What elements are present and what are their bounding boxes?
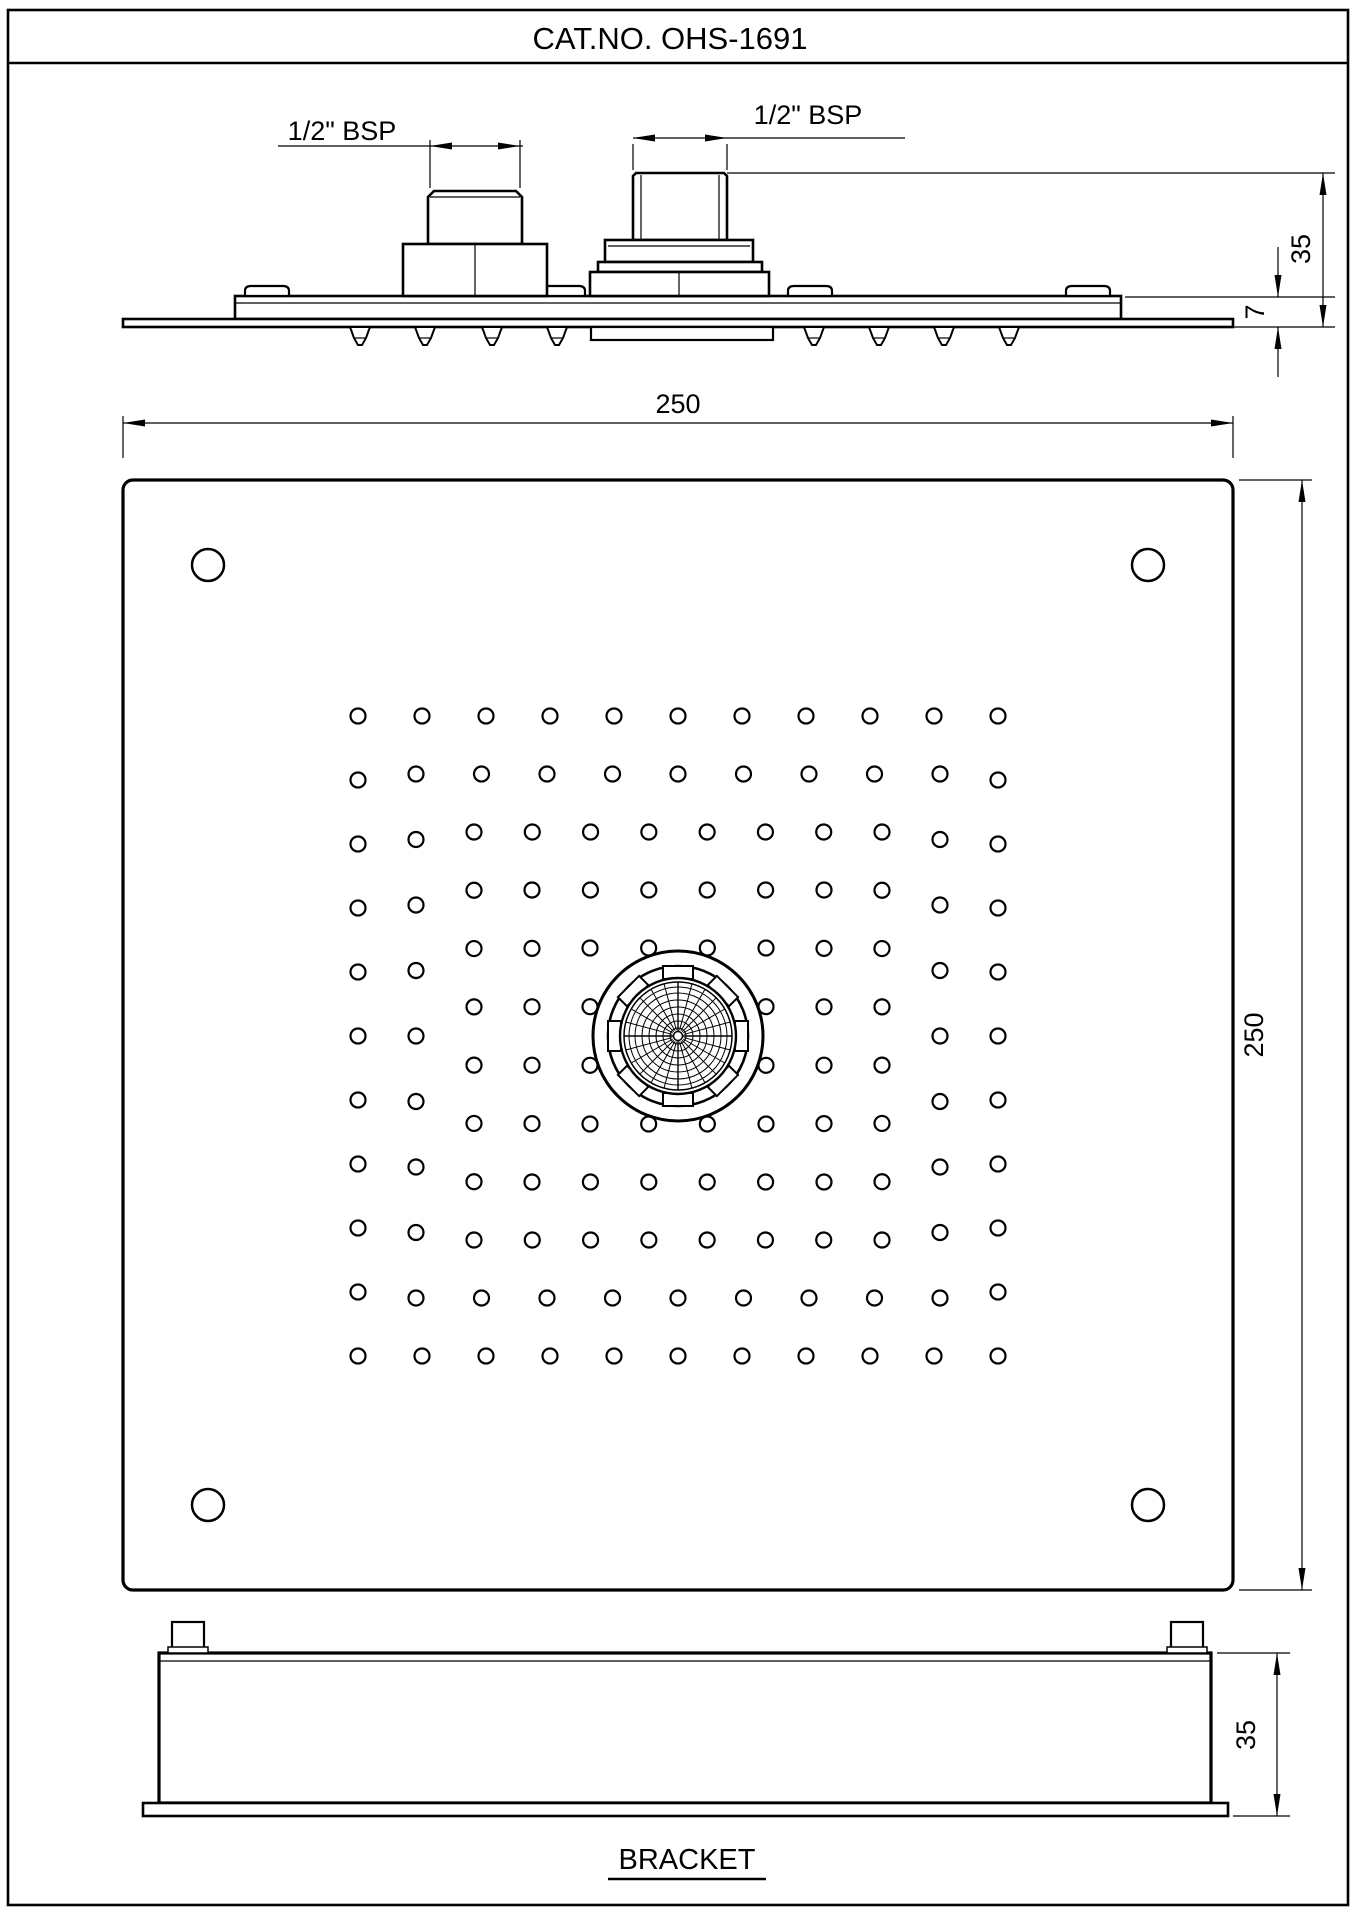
plan-view: [123, 480, 1312, 1590]
side-face-plate: [123, 319, 1233, 327]
bracket-tab-left: [168, 1622, 208, 1653]
bracket-tab-right: [1167, 1622, 1207, 1653]
bracket-label: BRACKET: [618, 1844, 756, 1876]
sprayer-mesh: [624, 982, 732, 1090]
side-thickness-dim-text: 7: [1240, 304, 1270, 320]
plan-height-dim-text: 250: [1239, 1012, 1269, 1058]
plan-width-dim-text: 250: [655, 389, 701, 419]
side-height-dim-text: 35: [1286, 233, 1316, 265]
side-sprayer-housing: [591, 327, 773, 340]
bracket-body: [159, 1653, 1211, 1803]
central-sprayer: [593, 951, 763, 1121]
side-bracket-plate: [235, 296, 1121, 319]
bracket-height-dim-text: 35: [1231, 1719, 1261, 1751]
bsp-right-label: 1/2" BSP: [753, 100, 863, 130]
bracket-flange: [143, 1803, 1228, 1816]
title-text: CAT.NO. OHS-1691: [532, 21, 808, 56]
bsp-left-label: 1/2" BSP: [287, 116, 397, 146]
